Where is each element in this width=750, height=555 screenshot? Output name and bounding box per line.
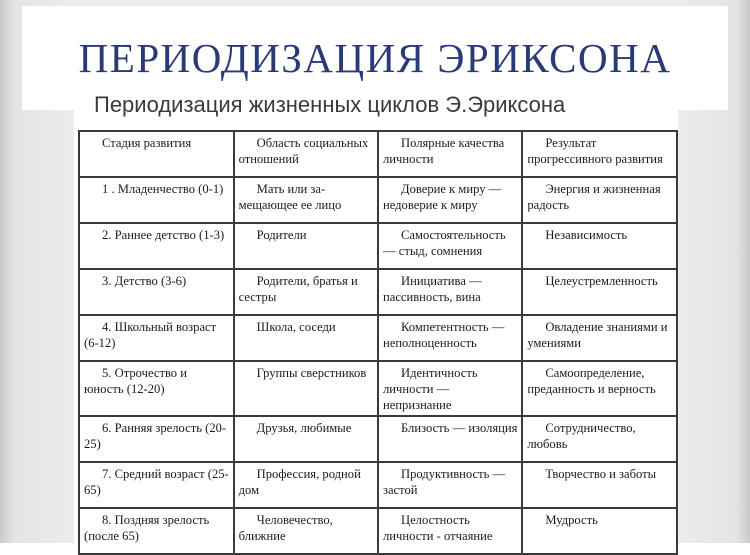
social-area-cell: Родители, братья и сестры xyxy=(234,269,378,315)
page-title: ПЕРИОДИЗАЦИЯ ЭРИКСОНА xyxy=(78,35,672,81)
polar-qualities-cell: Целостность личности - отчаяние xyxy=(378,508,522,554)
stage-cell: 3. Детство (3-6) xyxy=(79,269,234,315)
result-cell: Овладение знаниями и умениями xyxy=(522,315,677,361)
polar-qualities-cell: Продуктивность — застой xyxy=(378,462,522,508)
polar-qualities-cell: Доверие к миру — недоверие к миру xyxy=(378,177,522,223)
result-cell: Независимость xyxy=(522,223,677,269)
social-area-cell: Родители xyxy=(234,223,378,269)
header-cell: Полярные качества личности xyxy=(378,131,522,177)
table-row xyxy=(79,508,677,554)
stage-cell: 6. Ранняя зрелость (20-25) xyxy=(79,416,234,462)
table-row xyxy=(79,269,677,315)
result-cell: Сотрудничество, любовь xyxy=(522,416,677,462)
result-cell: Энергия и жизненная радость xyxy=(522,177,677,223)
table-row xyxy=(79,416,677,462)
stage-cell: 2. Раннее детство (1-3) xyxy=(79,223,234,269)
table-row xyxy=(79,223,677,269)
stage-cell: 1 . Младенчество (0-1) xyxy=(79,177,234,223)
social-area-cell: Мать или за-мещающее ее лицо xyxy=(234,177,378,223)
social-area-cell: Профессия, родной дом xyxy=(234,462,378,508)
social-area-cell: Друзья, любимые xyxy=(234,416,378,462)
social-area-cell: Группы сверстников xyxy=(234,361,378,416)
stage-cell: 8. Поздняя зрелость (после 65) xyxy=(79,508,234,554)
erikson-table xyxy=(78,130,678,555)
header-cell: Стадия развития xyxy=(79,131,234,177)
result-cell: Мудрость xyxy=(522,508,677,554)
table-subtitle: Периодизация жизненных циклов Э.Эриксона xyxy=(94,92,566,117)
stage-cell: 5. Отрочество и юность (12-20) xyxy=(79,361,234,416)
table-header-row xyxy=(79,131,677,177)
result-cell: Самоопределение, преданность и верность xyxy=(522,361,677,416)
table-row xyxy=(79,177,677,223)
polar-qualities-cell: Инициатива — пассивность, вина xyxy=(378,269,522,315)
stage-cell: 7. Средний возраст (25-65) xyxy=(79,462,234,508)
social-area-cell: Школа, соседи xyxy=(234,315,378,361)
social-area-cell: Человечество, ближние xyxy=(234,508,378,554)
table-row xyxy=(79,315,677,361)
polar-qualities-cell: Близость — изоляция xyxy=(378,416,522,462)
polar-qualities-cell: Идентичность личности — непризнание xyxy=(378,361,522,416)
table-row xyxy=(79,361,677,416)
header-cell: Область социальных отношений xyxy=(234,131,378,177)
polar-qualities-cell: Компетентность — неполноценность xyxy=(378,315,522,361)
table-row xyxy=(79,462,677,508)
header-cell: Результат прогрессивного развития xyxy=(522,131,677,177)
result-cell: Творчество и заботы xyxy=(522,462,677,508)
stage-cell: 4. Школьный возраст (6-12) xyxy=(79,315,234,361)
slide-content xyxy=(74,88,678,543)
result-cell: Целеустремленность xyxy=(522,269,677,315)
polar-qualities-cell: Самостоятельность — стыд, сомнения xyxy=(378,223,522,269)
